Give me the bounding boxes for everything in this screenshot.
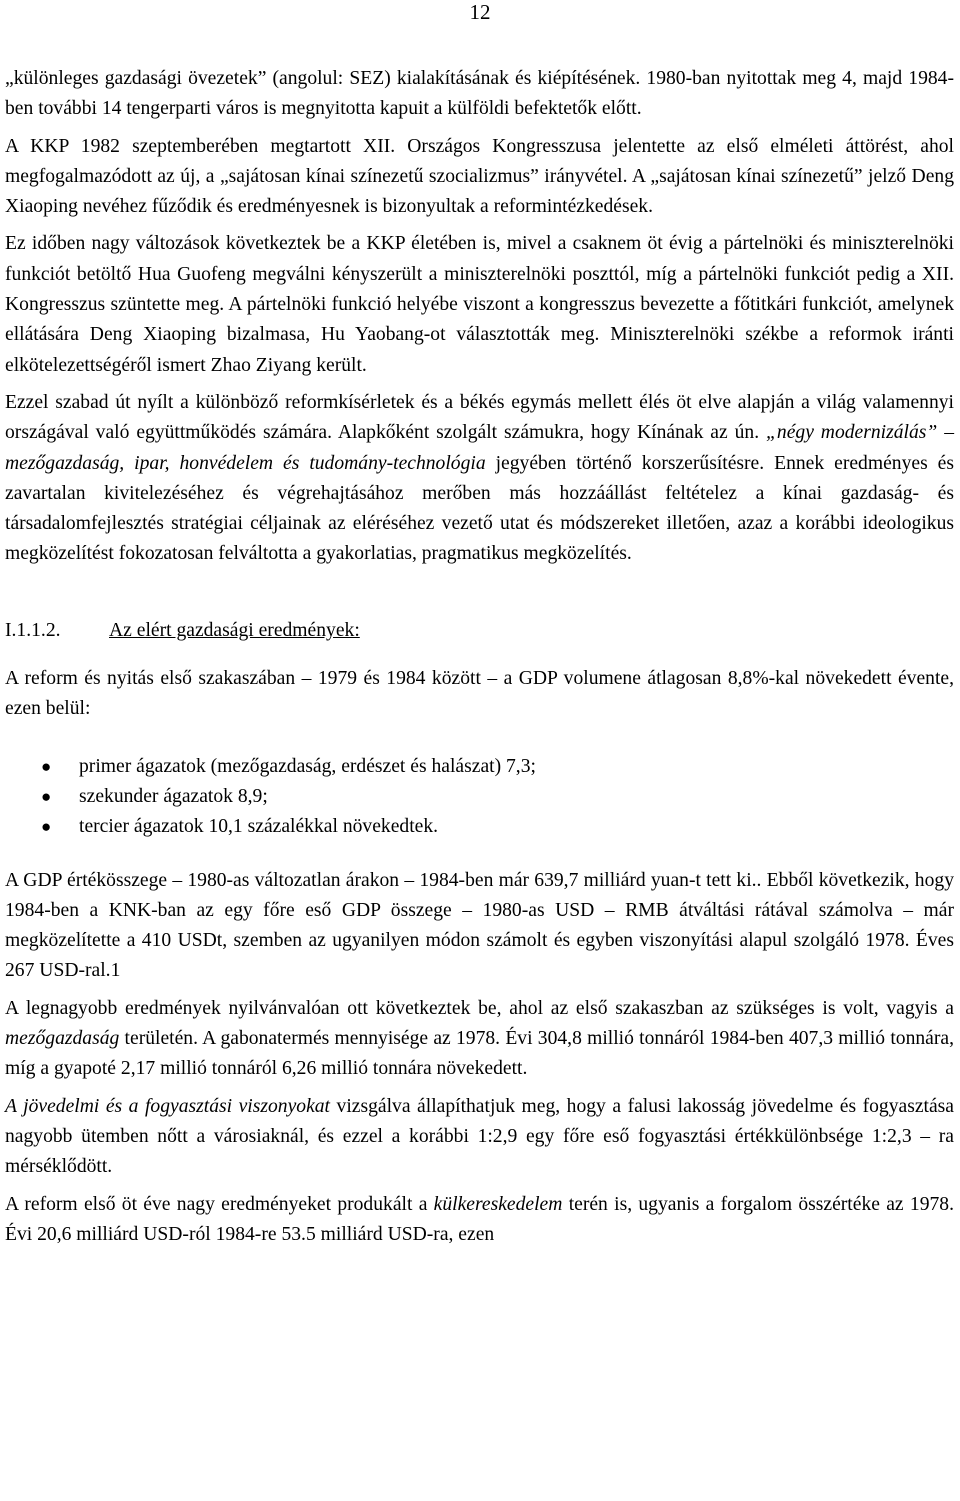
- list-item: [5, 782, 954, 812]
- paragraph-agriculture: [5, 994, 954, 1085]
- text-run: A reform első öt éve nagy eredményeket produkált a: [5, 1193, 434, 1215]
- text-run: terén is, ugyanis a forgalom összértéke az 1978. Évi 20,6 milliárd USD-ról 1984-re 53.5 milliárd USD-ra, ezen: [5, 1193, 954, 1245]
- italic-run-four-modernizations: „négy modernizálás” – mezőgazdaság, ipar, honvédelem és tudomány-technológia: [5, 422, 954, 474]
- text-run: A legnagyobb eredmények nyilvánvalóan ott következtek be, ahol az első szakaszban az szükséges is volt, vagyis a: [5, 997, 954, 1019]
- bullet-list: [5, 752, 954, 843]
- italic-run-income: A jövedelmi és a fogyasztási viszonyokat: [5, 1095, 331, 1117]
- list-item: [5, 812, 954, 842]
- paragraph-congress: A KKP 1982 szeptemberében megtartott XII. Országos Kongresszusa jelentette az első elméleti áttörést, ahol megfogalmazódott az új, a „sajátosan kínai színezetű szocializmus” irányvétel. A „sajátosan kínai színezetű” jelző Deng Xiaoping nevéhez fűződik és eredményesnek is bizonyultak a reformintézkedések.: [5, 135, 954, 218]
- text-run: jegyében történő korszerűsítésre. Ennek eredményes és zavartalan kivitelezéséhez és végrehajtásához merőben más hozzáállást feltételez a kínai gazdaság- és társadalomfejlesztés stratégiai céljainak az eléréséhez vezető utat és módszereket illetően, azaz a korábbi ideologikus megközelítést fokozatosan felváltotta a gyakorlatias, pragmatikus megközelítés.: [5, 452, 954, 565]
- paragraph-sez: „különleges gazdasági övezetek” (angolul: SEZ) kialakításának és kiépítésének. 1980-ban nyitottak meg 4, majd 1984-ben további 14 tengerparti város is megnyitotta kapuit a külföldi befektetők előtt.: [5, 68, 954, 120]
- paragraph-gdp-growth: A reform és nyitás első szakaszában – 1979 és 1984 között – a GDP volumene átlagosan 8,8%-kal növekedett évente, ezen belül:: [5, 668, 954, 720]
- paragraph-leadership-change: Ez időben nagy változások következtek be a KKP életében is, mivel a csaknem öt évig a pártelnöki és miniszterelnöki funkciót betöltő Hua Guofeng megválni kényszerült a miniszterelnöki poszttól, míg a pártelnöki funkciót pedig a XII. Kongresszus szüntette meg. A pártelnöki funkció helyébe viszont a kongresszus bevezette a főtitkári funkciót, amelynek ellátására Deng Xiaoping bizalmasa, Hu Yaobang-ot választották meg. Miniszterelnöki székbe a reformok iránti elkötelezettségéről ismert Zhao Ziyang került.: [5, 233, 954, 376]
- list-item: [5, 752, 954, 782]
- section-heading: [5, 616, 954, 646]
- list-item-text: primer ágazatok (mezőgazdaság, erdészet és halászat) 7,3;: [79, 755, 536, 777]
- page-number: 12: [469, 0, 491, 24]
- italic-run-agriculture: mezőgazdaság: [5, 1028, 120, 1050]
- bullet-icon: ●: [41, 786, 52, 806]
- paragraph-modernizations: [5, 388, 954, 570]
- bullet-icon: ●: [41, 756, 52, 776]
- section-number: I.1.1.2.: [5, 619, 61, 641]
- paragraph-gdp-value: A GDP értékösszege – 1980-as változatlan árakon – 1984-ben már 639,7 milliárd yuan-t tett ki.. Ebből következik, hogy 1984-ben a KNK-ban az egy főre eső GDP összege – 1980-as USD – RMB átváltási rátával számolva – már megközelítette a 410 USDt, szemben az ugyanilyen módon számolt és egyben viszonyítási alapul szolgáló 1978. Éves 267 USD-ral.1: [5, 869, 954, 982]
- paragraph-income: [5, 1092, 954, 1183]
- document-body: [5, 64, 954, 1250]
- text-run: területén. A gabonatermés mennyisége az 1978. Évi 304,8 millió tonnáról 1984-ben 407,3 millió tonnára, míg a gyapoté 2,17 millió tonnáról 6,26 millió tonnára növekedett.: [5, 1028, 954, 1080]
- text-run: vizsgálva állapíthatjuk meg, hogy a falusi lakosság jövedelme és fogyasztása nagyobb ütemben nőtt a városiaknál, és ezzel a korábbi 1:2,9 egy főre eső fogyasztási értékkülönbsége 1:2,3 – ra mérséklődött.: [5, 1095, 954, 1178]
- paragraph-foreign-trade: [5, 1190, 954, 1251]
- list-item-text: tercier ágazatok 10,1 százalékkal növekedtek.: [79, 816, 439, 838]
- italic-run-foreign-trade: külkereskedelem: [433, 1193, 563, 1215]
- section-title: Az elért gazdasági eredmények:: [109, 619, 360, 641]
- text-run: Ezzel szabad út nyílt a különböző reformkísérletek és a békés egymás mellett élés öt elve alapján a világ valamennyi országával való együttműködés számára. Alapkőként szolgált számukra, hogy Kínának az ún.: [5, 391, 954, 444]
- bullet-icon: ●: [41, 817, 52, 837]
- list-item-text: szekunder ágazatok 8,9;: [79, 785, 268, 807]
